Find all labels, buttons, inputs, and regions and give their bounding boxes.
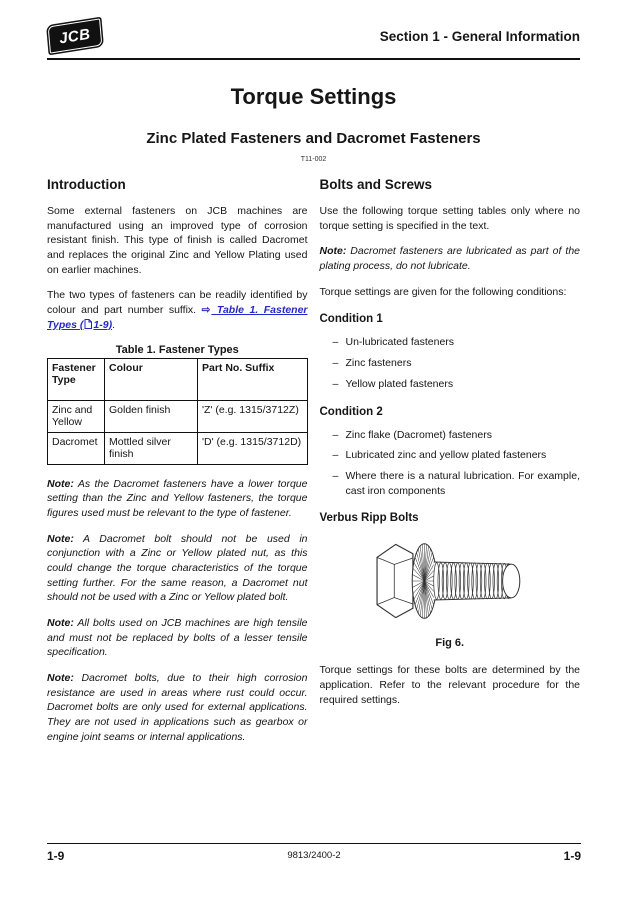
note-label: Note: [47, 477, 74, 490]
link-after-period: . [112, 318, 115, 331]
intro-paragraph-1: Some external fasteners on JCB machines are manufactured using an improved type of corrosion resistant finish. This type of finish is called Dacromet and replaces the original Zinc and Yellow Plating used on earlier machines. [47, 205, 308, 276]
note-paragraph [47, 532, 308, 605]
section-title: Section 1 - General Information [379, 28, 580, 44]
page-header [47, 18, 580, 54]
note-paragraph [47, 477, 308, 521]
header-rule [47, 58, 580, 60]
bolts-paragraph-1: Use the following torque setting tables only where no torque setting is specified in the text. [319, 205, 580, 232]
condition-2-heading: Condition 2 [319, 405, 383, 418]
col-header-colour: Colour [105, 358, 198, 400]
intro-paragraph-2 [47, 288, 308, 332]
cell-colour: Mottled silver finish [105, 432, 198, 464]
footer-rule [47, 843, 581, 844]
cell-colour: Golden finish [105, 400, 198, 432]
list-item: – Zinc fasteners [333, 356, 581, 371]
note-label: Note: [319, 245, 347, 258]
list-item: – Yellow plated fasteners [333, 377, 581, 392]
cell-part-suffix: 'D' (e.g. 1315/3712D) [198, 432, 308, 464]
table-row [48, 432, 308, 464]
link-ref-open: ( [79, 318, 84, 331]
verbus-ripp-bolts-heading: Verbus Ripp Bolts [319, 512, 419, 525]
table-header-row [48, 358, 308, 400]
page-icon [84, 319, 92, 329]
verbus-ripp-bolt-illustration [367, 534, 532, 628]
list-item: – Lubricated zinc and yellow plated fasteners [333, 448, 581, 463]
note-text: Dacromet fasteners are lubricated as part of the plating process, do not lubricate. [319, 245, 580, 273]
note-paragraph [320, 244, 581, 273]
condition-1-list [333, 335, 581, 391]
condition-2-list [333, 428, 581, 499]
link-ref: 1-9) [93, 318, 113, 331]
list-item: – Zinc flake (Dacromet) fasteners [333, 428, 581, 443]
document-number: 9813/2400-2 [287, 850, 341, 862]
jcb-logo [46, 17, 104, 56]
page-footer [47, 843, 581, 863]
note-text: A Dacromet bolt should not be used in conjunction with a Zinc or Yellow plated nut, as this could change the torque characteristics of the torque setting further. For the same reason, a Dacromet nut should not be used with a Zinc or Yellow plated bolt. [47, 532, 308, 604]
conditions-intro: Torque settings are given for the following conditions: [319, 285, 567, 298]
note-paragraph [47, 671, 308, 744]
note-label: Note: [47, 532, 74, 545]
note-text: All bolts used on JCB machines are high tensile and must not be replaced by bolts of a lesser tensile specification. [47, 617, 308, 659]
col-header-fastener-type: Fastener Type [48, 358, 105, 400]
link-arrow-icon: ⇨ [201, 304, 211, 317]
page-title: Torque Settings [230, 84, 397, 109]
table-row [48, 400, 308, 432]
figure-caption: Fig 6. [435, 637, 465, 650]
note-text: Dacromet bolts, due to their high corrosion resistance are used in areas where rust could occur. Dacromet bolts are only used for external applications. They are not used in applications such as gearbox or engine joint seams or internal applications. [47, 672, 308, 743]
cell-fastener-type: Zinc and Yellow [48, 400, 105, 432]
page-number-left: 1-9 [47, 849, 65, 864]
figure-6 [320, 534, 581, 649]
left-column [47, 177, 308, 756]
jcb-logo-text: JCB [58, 25, 92, 47]
verbus-paragraph: Torque settings for these bolts are determined by the application. Refer to the relevant procedure for the required settings. [319, 664, 580, 706]
table-caption: Table 1. Fastener Types [115, 343, 239, 356]
intro-paragraph-2-text: The two types of fasteners can be readily identified by colour and part number suffix. [47, 289, 308, 317]
introduction-heading: Introduction [47, 177, 126, 192]
bolts-and-screws-heading: Bolts and Screws [319, 177, 433, 192]
page-number-right: 1-9 [563, 849, 581, 864]
condition-1-heading: Condition 1 [319, 313, 383, 326]
note-paragraph [47, 616, 308, 660]
list-item: – Un-lubricated fasteners [333, 335, 581, 350]
note-text: As the Dacromet fasteners have a lower torque setting than the Zinc and Yellow fasteners, the torque figures used must be relevant to the type of fastener. [47, 477, 308, 519]
fastener-types-table [47, 358, 308, 465]
note-label: Note: [47, 617, 74, 629]
page-subtitle: Zinc Plated Fasteners and Dacromet Fasteners [146, 130, 481, 147]
right-column [320, 177, 581, 756]
topic-code: T11-002 [300, 156, 327, 163]
link-text: Table 1. Fastener Types [47, 304, 308, 331]
note-label: Note: [47, 672, 74, 685]
cell-fastener-type: Dacromet [48, 432, 105, 464]
cell-part-suffix: 'Z' (e.g. 1315/3712Z) [198, 400, 308, 432]
col-header-part-no-suffix: Part No. Suffix [198, 358, 308, 400]
list-item: – Where there is a natural lubrication. For example, cast iron components [333, 469, 581, 498]
